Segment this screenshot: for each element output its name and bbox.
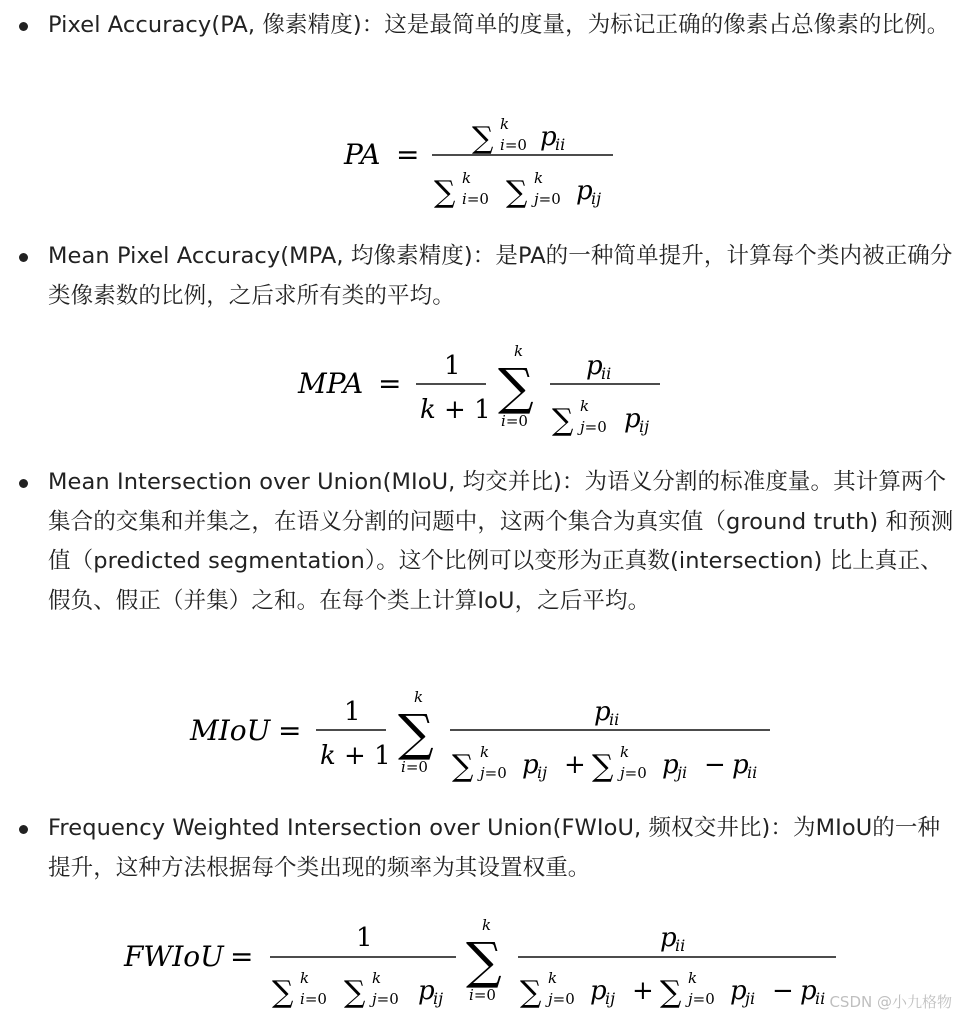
svg-text:ii: ii (815, 989, 826, 1008)
svg-text:k: k (482, 916, 492, 934)
svg-text:ii: ii (609, 710, 620, 729)
svg-text:j=0: j=0 (580, 418, 607, 436)
svg-text:−: − (772, 976, 794, 1006)
svg-text:j=0: j=0 (372, 990, 399, 1008)
svg-text:k: k (462, 169, 472, 187)
watermark: CSDN @小九格物 (829, 993, 952, 1011)
svg-text:k: k (580, 397, 590, 415)
svg-text:i=0: i=0 (500, 136, 527, 154)
svg-text:−: − (704, 750, 726, 780)
pa-label: PA (344, 138, 381, 171)
svg-text:ij: ij (591, 189, 602, 208)
svg-text:k: k (620, 743, 630, 761)
pa-formula (340, 108, 630, 208)
svg-text:p: p (624, 404, 641, 434)
svg-text:=: = (396, 138, 420, 171)
miou-description: Mean Intersection over Union(MIoU, 均交并比)：为语义分割的标准度量。其计算两个集合的交集和并集之，在语义分割的问题中，这两个集合为真实值（ground truth) 和预测值（predicted segmentation）。这个比例可以变形为正真数(intersection) 比上真正、假负、假正（并集）之和。在每个类上计算IoU，之后平均。 (48, 469, 954, 614)
svg-text:1: 1 (444, 351, 461, 381)
svg-text:p: p (418, 976, 435, 1006)
svg-text:j=0: j=0 (534, 190, 561, 208)
svg-text:ii: ii (601, 364, 612, 383)
svg-text:k: k (372, 969, 382, 987)
svg-text:ij: ij (639, 417, 650, 436)
svg-text:p: p (540, 122, 557, 152)
svg-text:i=0: i=0 (300, 990, 327, 1008)
svg-text:k: k (480, 743, 490, 761)
svg-text:i=0: i=0 (469, 986, 496, 1004)
svg-text:∑: ∑ (592, 749, 614, 784)
svg-text:k: k (688, 969, 698, 987)
mpa-description: Mean Pixel Accuracy(MPA, 均像素精度)：是PA的一种简单提升，计算每个类内被正确分类像素数的比例，之后求所有类的平均。 (48, 243, 953, 309)
svg-text:∑: ∑ (506, 175, 528, 208)
svg-text:p: p (662, 750, 679, 780)
svg-text:ii: ii (675, 936, 686, 955)
svg-text:ii: ii (747, 763, 758, 782)
svg-text:1: 1 (356, 923, 373, 953)
bullet-icon (19, 253, 28, 262)
svg-text:∑: ∑ (498, 358, 534, 416)
svg-text:p: p (800, 976, 817, 1006)
svg-text:p: p (590, 976, 607, 1006)
svg-text:∑: ∑ (344, 975, 366, 1010)
svg-text:k: k (514, 342, 524, 360)
fwiou-formula (122, 912, 842, 1010)
svg-text:i=0: i=0 (501, 412, 528, 430)
svg-text:∑: ∑ (452, 749, 474, 784)
svg-text:p: p (594, 697, 611, 727)
bullet-icon (19, 479, 28, 488)
svg-text:k: k (548, 969, 558, 987)
svg-text:+: + (632, 976, 654, 1006)
svg-text:∑: ∑ (272, 975, 294, 1010)
svg-text:j=0: j=0 (688, 990, 715, 1008)
svg-text:ji: ji (677, 763, 688, 782)
svg-text:k: k (414, 688, 424, 706)
svg-text:p: p (660, 923, 677, 953)
svg-text:j=0: j=0 (620, 764, 647, 782)
svg-text:∑: ∑ (520, 975, 542, 1010)
svg-text:k: k (300, 969, 310, 987)
svg-text:k: k (500, 115, 510, 133)
svg-text:k + 1: k + 1 (320, 741, 391, 771)
svg-text:∑: ∑ (434, 175, 456, 208)
bullet-icon (19, 22, 28, 31)
svg-text:j=0: j=0 (548, 990, 575, 1008)
mpa-formula (296, 338, 676, 438)
svg-text:+: + (564, 750, 586, 780)
svg-text:i=0: i=0 (401, 758, 428, 776)
svg-text:p: p (730, 976, 747, 1006)
svg-text:∑: ∑ (466, 932, 502, 990)
mpa-label: MPA (298, 367, 364, 400)
svg-text:p: p (586, 351, 603, 381)
svg-text:∑: ∑ (552, 403, 574, 438)
svg-text:p: p (732, 750, 749, 780)
svg-text:p: p (522, 750, 539, 780)
svg-text:=: = (230, 940, 254, 973)
svg-text:∑: ∑ (398, 704, 434, 762)
svg-text:1: 1 (344, 697, 361, 727)
svg-text:=: = (278, 714, 302, 747)
pa-description: Pixel Accuracy(PA, 像素精度)：这是最简单的度量，为标记正确的像素占总像素的比例。 (48, 12, 950, 38)
svg-text:∑: ∑ (660, 975, 682, 1010)
svg-text:ij: ij (433, 989, 444, 1008)
svg-text:ji: ji (745, 989, 756, 1008)
svg-text:j=0: j=0 (480, 764, 507, 782)
svg-text:i=0: i=0 (462, 190, 489, 208)
svg-text:k: k (534, 169, 544, 187)
svg-text:∑: ∑ (472, 121, 494, 156)
fwiou-label: FWIoU (124, 940, 224, 973)
svg-text:=: = (378, 367, 402, 400)
svg-text:ii: ii (555, 135, 566, 154)
svg-text:p: p (576, 176, 593, 206)
miou-formula (188, 684, 778, 784)
miou-label: MIoU (190, 714, 271, 747)
svg-text:k + 1: k + 1 (420, 395, 491, 425)
svg-text:ij: ij (605, 989, 616, 1008)
fwiou-description: Frequency Weighted Intersection over Union(FWIoU, 频权交井比)：为MIoU的一种提升，这种方法根据每个类出现的频率为其设置权重。 (48, 815, 941, 881)
bullet-icon (19, 825, 28, 834)
svg-text:ij: ij (537, 763, 548, 782)
